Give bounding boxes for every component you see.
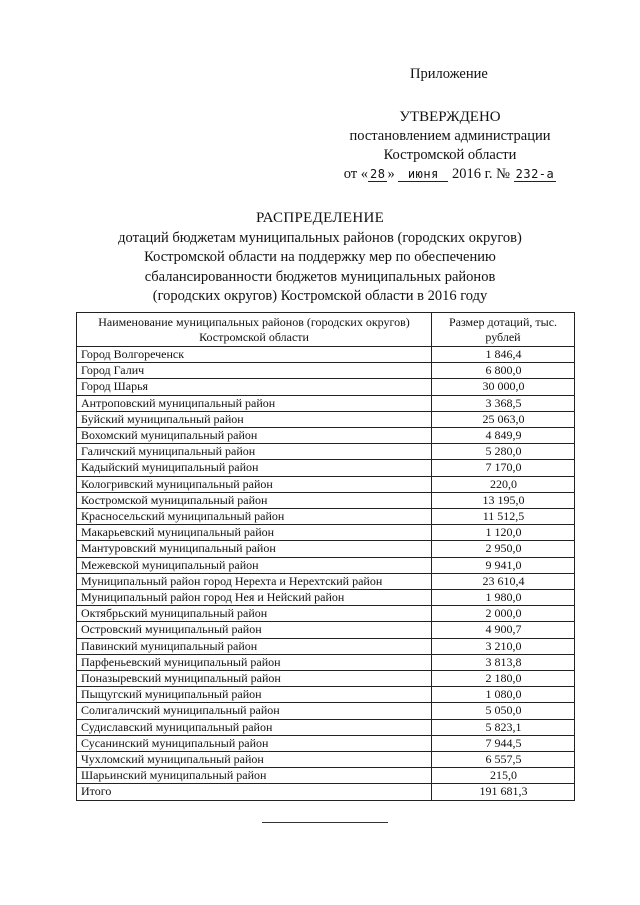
title-line-3: сбалансированности бюджетов муниципальных районов <box>144 268 496 285</box>
allocation-table <box>76 312 575 801</box>
approved-label: УТВЕРЖДЕНО <box>399 109 501 125</box>
row-name: Муниципальный район город Нея и Нейский район <box>77 590 432 606</box>
table-row <box>77 671 575 687</box>
row-amount: 5 823,1 <box>432 719 575 735</box>
row-amount: 7 944,5 <box>432 735 575 751</box>
table-row <box>77 444 575 460</box>
table-row <box>77 590 575 606</box>
table-total-row <box>77 784 575 800</box>
table-row <box>77 654 575 670</box>
table-row <box>77 622 575 638</box>
row-name: Макарьевский муниципальный район <box>77 525 432 541</box>
table-row <box>77 703 575 719</box>
row-amount: 1 080,0 <box>432 687 575 703</box>
approved-by-line2: Костромской области <box>383 147 517 163</box>
table-header-row <box>77 313 575 347</box>
approval-block <box>330 108 570 184</box>
table-row <box>77 573 575 589</box>
table-row <box>77 476 575 492</box>
row-amount: 7 170,0 <box>432 460 575 476</box>
row-name: Солигаличский муниципальный район <box>77 703 432 719</box>
row-amount: 2 180,0 <box>432 671 575 687</box>
total-amount: 191 681,3 <box>432 784 575 800</box>
table-row <box>77 509 575 525</box>
table-row <box>77 768 575 784</box>
row-amount: 5 280,0 <box>432 444 575 460</box>
row-amount: 215,0 <box>432 768 575 784</box>
row-name: Парфеньевский муниципальный район <box>77 654 432 670</box>
row-name: Город Галич <box>77 363 432 379</box>
total-label: Итого <box>77 784 432 800</box>
row-name: Костромской муниципальный район <box>77 492 432 508</box>
row-name: Город Волгореченск <box>77 347 432 363</box>
table-row <box>77 411 575 427</box>
row-amount: 6 800,0 <box>432 363 575 379</box>
footer-rule <box>262 822 388 823</box>
row-name: Красносельский муниципальный район <box>77 509 432 525</box>
table-row <box>77 687 575 703</box>
table-row <box>77 735 575 751</box>
row-amount: 3 210,0 <box>432 638 575 654</box>
row-name: Вохомский муниципальный район <box>77 428 432 444</box>
table-row <box>77 395 575 411</box>
col-amount-header: Размер дотаций, тыс. рублей <box>432 313 575 347</box>
appendix-label: Приложение <box>410 66 488 82</box>
row-amount: 23 610,4 <box>432 573 575 589</box>
row-name: Чухломский муниципальный район <box>77 752 432 768</box>
row-amount: 1 980,0 <box>432 590 575 606</box>
row-name: Сусанинский муниципальный район <box>77 735 432 751</box>
row-amount: 4 849,9 <box>432 428 575 444</box>
table-row <box>77 428 575 444</box>
row-amount: 13 195,0 <box>432 492 575 508</box>
table-row <box>77 638 575 654</box>
date-prefix: от « <box>343 166 369 182</box>
date-day: 28 <box>370 167 386 181</box>
row-name: Кологривский муниципальный район <box>77 476 432 492</box>
title-line-4: (городских округов) Костромской области в 2016 году <box>152 288 488 304</box>
row-name: Кадыйский муниципальный район <box>77 460 432 476</box>
row-name: Павинский муниципальный район <box>77 638 432 654</box>
approved-by-line1: постановлением администрации <box>349 128 551 144</box>
approval-date-line <box>344 165 557 184</box>
row-name: Поназыревский муниципальный район <box>77 671 432 687</box>
row-name: Пыщугский муниципальный район <box>77 687 432 703</box>
row-name: Судиславский муниципальный район <box>77 719 432 735</box>
title-line-1: дотаций бюджетам муниципальных районов (городских округов) <box>118 229 522 246</box>
row-name: Муниципальный район город Нерехта и Нерехтский район <box>77 573 432 589</box>
row-amount: 4 900,7 <box>432 622 575 638</box>
date-mid: » <box>387 166 395 182</box>
row-amount: 30 000,0 <box>432 379 575 395</box>
table-row <box>77 752 575 768</box>
table-row <box>77 347 575 363</box>
date-year: 2016 г. № <box>451 166 510 182</box>
row-amount: 9 941,0 <box>432 557 575 573</box>
table-row <box>77 557 575 573</box>
table-row <box>77 492 575 508</box>
table-row <box>77 363 575 379</box>
row-name: Межевской муниципальный район <box>77 557 432 573</box>
date-month: июня <box>398 167 448 182</box>
row-amount: 5 050,0 <box>432 703 575 719</box>
table-row <box>77 460 575 476</box>
row-name: Октябрьский муниципальный район <box>77 606 432 622</box>
row-name: Город Шарья <box>77 379 432 395</box>
table-row <box>77 379 575 395</box>
row-amount: 3 813,8 <box>432 654 575 670</box>
row-name: Антроповский муниципальный район <box>77 395 432 411</box>
row-amount: 11 512,5 <box>432 509 575 525</box>
row-amount: 1 120,0 <box>432 525 575 541</box>
row-name: Островский муниципальный район <box>77 622 432 638</box>
row-amount: 2 000,0 <box>432 606 575 622</box>
row-name: Шарьинский муниципальный район <box>77 768 432 784</box>
row-amount: 220,0 <box>432 476 575 492</box>
row-amount: 2 950,0 <box>432 541 575 557</box>
title-heading: РАСПРЕДЕЛЕНИЕ <box>255 210 385 226</box>
row-name: Мантуровский муниципальный район <box>77 541 432 557</box>
table-row <box>77 606 575 622</box>
row-amount: 3 368,5 <box>432 395 575 411</box>
table-body <box>77 347 575 801</box>
table-row <box>77 719 575 735</box>
row-name: Буйский муниципальный район <box>77 411 432 427</box>
row-amount: 25 063,0 <box>432 411 575 427</box>
title-line-2: Костромской области на поддержку мер по обеспечению <box>144 249 496 265</box>
col-name-header: Наименование муниципальных районов (городских округов) Костромской области <box>77 313 432 347</box>
row-name: Галичский муниципальный район <box>77 444 432 460</box>
document-title <box>60 209 580 307</box>
row-amount: 1 846,4 <box>432 347 575 363</box>
doc-number: 232-а <box>515 167 555 181</box>
row-amount: 6 557,5 <box>432 752 575 768</box>
table-row <box>77 541 575 557</box>
table-row <box>77 525 575 541</box>
